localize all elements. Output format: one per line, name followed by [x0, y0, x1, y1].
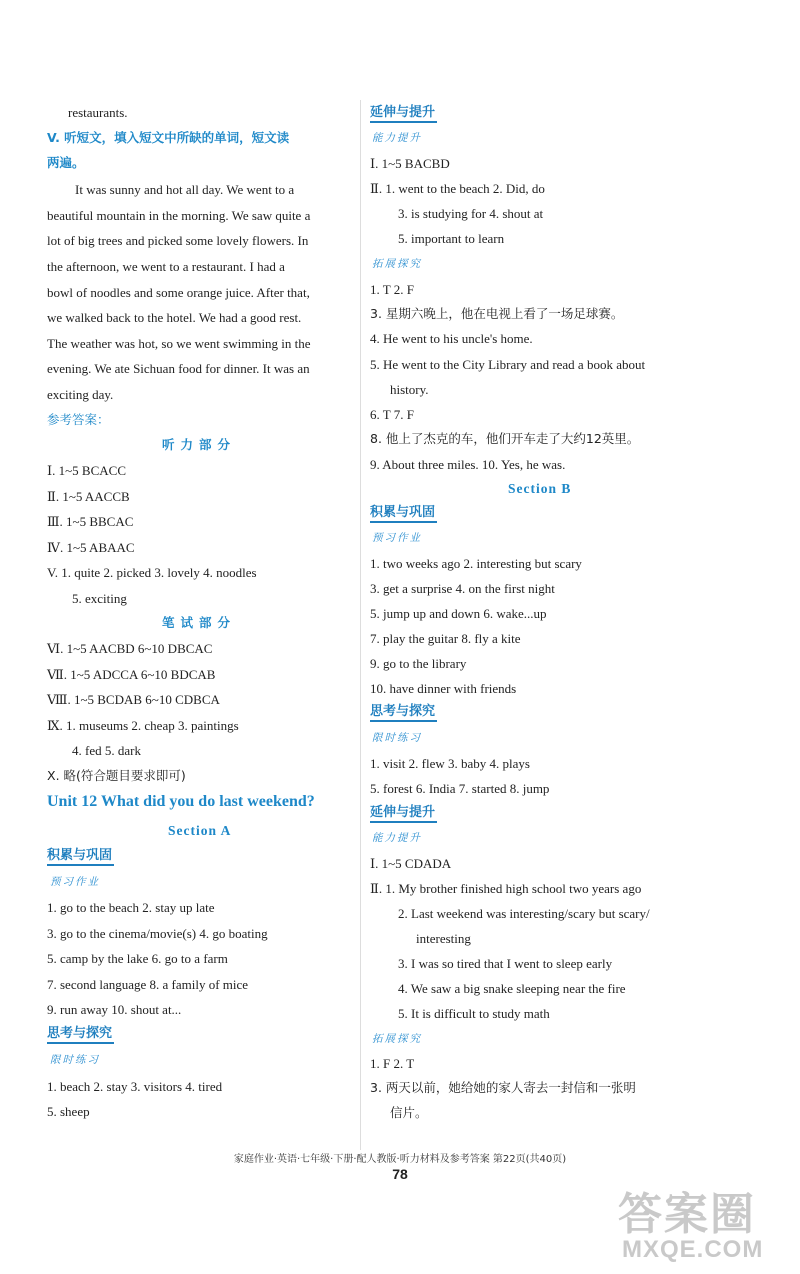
answer-line: Ⅷ. 1~5 BCDAB 6~10 CDBCA: [47, 692, 220, 707]
answer-line: Ⅳ. 1~5 ABAAC: [47, 540, 135, 555]
answer-line: 10. have dinner with friends: [370, 681, 517, 696]
answer-line: 1. beach 2. stay 3. visitors 4. tired: [47, 1079, 223, 1094]
answer-line: 7. play the guitar 8. fly a kite: [370, 631, 521, 646]
section-a-title: Section A: [168, 823, 232, 838]
answer-line: Ⅶ. 1~5 ADCCA 6~10 BDCAB: [47, 667, 216, 682]
subheading-explore: 拓展探究: [372, 258, 422, 270]
passage-line: the afternoon, we went to a restaurant. I had a: [47, 259, 285, 274]
answer-line: 3. I was so tired that I went to sleep early: [398, 956, 613, 971]
answer-line: 7. second language 8. a family of mice: [47, 977, 249, 992]
passage-line: exciting day.: [47, 387, 114, 402]
subheading-preview: 预习作业: [50, 876, 100, 888]
answer-line: 5. sheep: [47, 1104, 90, 1119]
banner-think: 思考与探究: [47, 1025, 114, 1044]
passage-line: evening. We ate Sichuan food for dinner. It was an: [47, 361, 310, 376]
banner-accumulate: 积累与巩固: [47, 847, 114, 866]
answer-line: 4. He went to his uncle's home.: [370, 331, 533, 346]
section-title-listening: 听力部分: [162, 437, 237, 452]
answer-line: 5. camp by the lake 6. go to a farm: [47, 951, 228, 966]
answer-line: 8. 他上了杰克的车，他们开车走了大约12英里。: [370, 431, 640, 446]
answer-line: 1. two weeks ago 2. interesting but scary: [370, 556, 582, 571]
footer-info: 家庭作业·英语·七年级·下册·配人教版·听力材料及参考答案 第22页(共40页): [233, 1154, 567, 1165]
answer-line: Ⅰ. 1~5 CDADA: [370, 856, 452, 871]
answer-line: history.: [390, 382, 429, 397]
subheading-timed: 限时练习: [372, 732, 422, 744]
column-divider: [360, 100, 361, 1150]
banner-extend: 延伸与提升: [370, 804, 437, 823]
answer-line: 1. F 2. T: [370, 1056, 415, 1071]
passage-line: we walked back to the hotel. We had a good rest.: [47, 310, 302, 325]
answer-line: 3. get a surprise 4. on the first night: [370, 581, 555, 596]
section-title-written: 笔试部分: [162, 615, 237, 630]
text-line: restaurants.: [68, 105, 128, 120]
watermark-logo: 答案圈: [618, 1189, 756, 1240]
answer-line: 5. He went to the City Library and read a book about: [370, 357, 646, 372]
subheading-timed: 限时练习: [50, 1054, 100, 1066]
answer-line: Ⅵ. 1~5 AACBD 6~10 DBCAC: [47, 641, 213, 656]
answer-key-heading: 参考答案：: [47, 412, 110, 427]
banner-think: 思考与探究: [370, 703, 437, 722]
watermark-url: MXQE.COM: [622, 1236, 764, 1263]
answer-line: interesting: [416, 931, 471, 946]
banner-extend: 延伸与提升: [370, 104, 437, 123]
passage-line: lot of big trees and picked some lovely flowers. In: [47, 233, 309, 248]
answer-line: 3. 两天以前，她给她的家人寄去一封信和一张明: [370, 1080, 636, 1095]
answer-line: 1. visit 2. flew 3. baby 4. plays: [370, 756, 530, 771]
answer-line: 5. forest 6. India 7. started 8. jump: [370, 781, 550, 796]
page-number: 78: [392, 1166, 408, 1182]
answer-line: Ⅸ. 1. museums 2. cheap 3. paintings: [47, 718, 239, 733]
answer-line: Ⅰ. 1~5 BCACC: [47, 463, 126, 478]
subheading-explore: 拓展探究: [372, 1033, 422, 1045]
passage-line: bowl of noodles and some orange juice. After that,: [47, 285, 310, 300]
answer-line: V. 1. quite 2. picked 3. lovely 4. noodles: [47, 565, 257, 580]
question-heading: V. 听短文，填入短文中所缺的单词，短文读: [47, 130, 290, 145]
answer-line: 1. T 2. F: [370, 282, 414, 297]
passage-line: The weather was hot, so we went swimming in the: [47, 336, 311, 351]
subheading-ability: 能力提升: [372, 832, 422, 844]
passage-line: beautiful mountain in the morning. We saw quite a: [47, 208, 311, 223]
answer-line: 5. It is difficult to study math: [398, 1006, 550, 1021]
answer-line: 9. About three miles. 10. Yes, he was.: [370, 457, 566, 472]
answer-line: 5. important to learn: [398, 231, 505, 246]
answer-line: 9. go to the library: [370, 656, 467, 671]
question-heading-cont: 两遍。: [47, 155, 85, 170]
answer-line: Ⅲ. 1~5 BBCAC: [47, 514, 134, 529]
answer-line: Ⅱ. 1~5 AACCB: [47, 489, 130, 504]
answer-line: 5. exciting: [72, 591, 127, 606]
answer-line: 3. go to the cinema/movie(s) 4. go boating: [47, 926, 268, 941]
answer-line: Ⅱ. 1. went to the beach 2. Did, do: [370, 181, 545, 196]
subheading-preview: 预习作业: [372, 532, 422, 544]
answer-line: 4. fed 5. dark: [72, 743, 141, 758]
passage-line: It was sunny and hot all day. We went to a: [75, 182, 295, 197]
answer-line: 4. We saw a big snake sleeping near the fire: [398, 981, 626, 996]
answer-line: 5. jump up and down 6. wake...up: [370, 606, 547, 621]
answer-line: Ⅰ. 1~5 BACBD: [370, 156, 450, 171]
answer-line: 2. Last weekend was interesting/scary but scary/: [398, 906, 650, 921]
section-b-title: Section B: [508, 481, 572, 496]
answer-line: Ⅱ. 1. My brother finished high school two years ago: [370, 881, 642, 896]
unit-title: Unit 12 What did you do last weekend?: [47, 793, 315, 810]
answer-line: 信片。: [390, 1105, 428, 1120]
answer-line: X. 略(符合题目要求即可): [47, 768, 186, 783]
answer-line: 6. T 7. F: [370, 407, 414, 422]
answer-line: 9. run away 10. shout at...: [47, 1002, 182, 1017]
banner-accumulate: 积累与巩固: [370, 504, 437, 523]
answer-line: 3. is studying for 4. shout at: [398, 206, 544, 221]
answer-line: 1. go to the beach 2. stay up late: [47, 900, 215, 915]
answer-line: 3. 星期六晚上，他在电视上看了一场足球赛。: [370, 306, 624, 321]
subheading-ability: 能力提升: [372, 132, 422, 144]
